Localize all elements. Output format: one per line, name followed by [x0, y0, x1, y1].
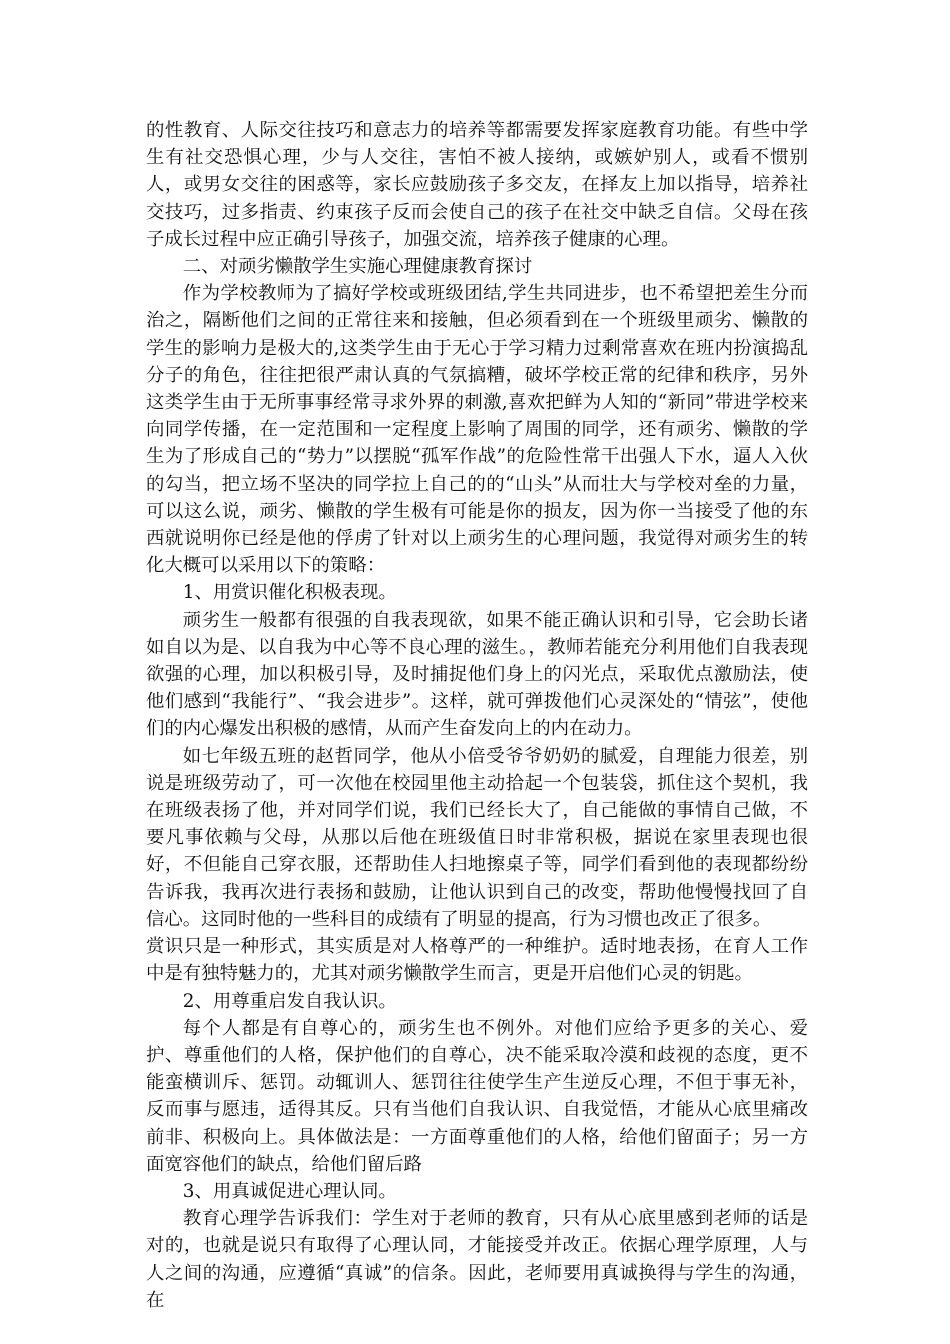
paragraph-family-education: 的性教育、人际交往技巧和意志力的培养等都需要发挥家庭教育功能。有些中学生有社交恐惧心理，少与人交往，害怕不被人接纳，或嫉妒别人，或看不惯别人，或男女交往的困惑等，家长应鼓励孩子多交友，在择友上加以指导，培养社交技巧，过多指责、约束孩子反而会使自己的孩子在社交中缺乏自信。父母在孩子成长过程中应正确引导孩子，加强交流，培养孩子健康的心理。: [146, 120, 808, 250]
paragraph-example-student: 如七年级五班的赵哲同学，他从小倍受爷爷奶奶的腻爱，自理能力很差，别说是班级劳动了，可一次他在校园里他主动拾起一个包装袋，抓住这个契机，我在班级表扬了他，并对同学们说，我们已经长大了，自己能做的事情自己做，不要凡事依赖与父母，从那以后他在班级值日时非常积极，据说在家里表现也很好，不但能自己穿衣服，还帮助佳人扫地擦桌子等，同学们看到他的表现都纷纷告诉我，我再次进行表扬和鼓励，让他认识到自己的改变，帮助他慢慢找回了自信心。这同时他的一些科目的成绩有了明显的提高，行为习惯也改正了很多。: [146, 745, 808, 930]
subheading-respect: 2、用尊重启发自我认识。: [182, 990, 397, 1012]
paragraph-teacher-perspective: 作为学校教师为了搞好学校或班级团结,学生共同进步，也不希望把差生分而治之，隔断他们之间的正常往来和接触，但必须看到在一个班级里顽劣、懒散的学生的影响力是极大的,这类学生由于无心于学习精力过剩常喜欢在班内扮演捣乱分子的角色，往往把很严肃认真的气氛搞糟，破坏学校正常的纪律和秩序，另外这类学生由于无所事事经常寻求外界的刺激,喜欢把鲜为人知的“新同”带进学校来向同学传播，在一定范围和一定程度上影响了周围的同学，还有顽劣、懒散的学生为了形成自己的“势力”以摆脱“孤军作战”的危险性常干出强人下水，逼人入伙的勾当，把立场不坚决的同学拉上自己的的“山头”从而壮大与学校对垒的力量，可以这么说，顽劣、懒散的学生极有可能是你的损友，因为你一当接受了他的东西就说明你已经是他的俘虏了针对以上顽劣生的心理问题，我觉得对顽劣生的转化大概可以采用以下的策略：: [146, 283, 808, 577]
paragraph-self-esteem: 每个人都是有自尊心的，顽劣生也不例外。对他们应给予更多的关心、爱护、尊重他们的人格，保护他们的自尊心，决不能采取冷漠和歧视的态度，更不能蛮横训斥、惩罚。动辄训人、惩罚往往使学生产生逆反心理，不但于事无补，反而事与愿违，适得其反。只有当他们自我认识、自我觉悟，才能从心底里痛改前非、积极向上。具体做法是：一方面尊重他们的人格，给他们留面子；另一方面宽容他们的缺点，给他们留后路: [146, 1017, 808, 1175]
document-page: [146, 117, 808, 1314]
paragraph-psychology: 教育心理学告诉我们：学生对于老师的教育，只有从心底里感到老师的话是对的，也就是说只有取得了心理认同，才能接受并改正。依据心理学原理，人与人之间的沟通，应遵循“真诚”的信条。因此，老师要用真诚换得与学生的沟通，在: [146, 1208, 808, 1311]
subheading-sincerity: 3、用真诚促进心理认同。: [182, 1180, 397, 1202]
paragraph-self-expression: 顽劣生一般都有很强的自我表现欲，如果不能正确认识和引导，它会助长诸如自以为是、以自我为中心等不良心理的滋生。，教师若能充分利用他们自我表现欲强的心理，加以积极引导，及时捕捉他们身上的闪光点，采取优点激励法，使他们感到“我能行”、“我会进步”。这样，就可弹拨他们心灵深处的“情弦”，使他们的内心爆发出积极的感情，从而产生奋发向上的内在动力。: [146, 609, 808, 740]
paragraph-appreciation-summary: 赏识只是一种形式，其实质是对人格尊严的一种维护。适时地表扬，在育人工作中是有独特魅力的，尤其对顽劣懒散学生而言，更是开启他们心灵的钥匙。: [146, 936, 808, 985]
section-heading-2: 二、对顽劣懒散学生实施心理健康教育探讨: [182, 256, 533, 278]
subheading-appreciation: 1、用赏识催化积极表现。: [182, 582, 397, 604]
